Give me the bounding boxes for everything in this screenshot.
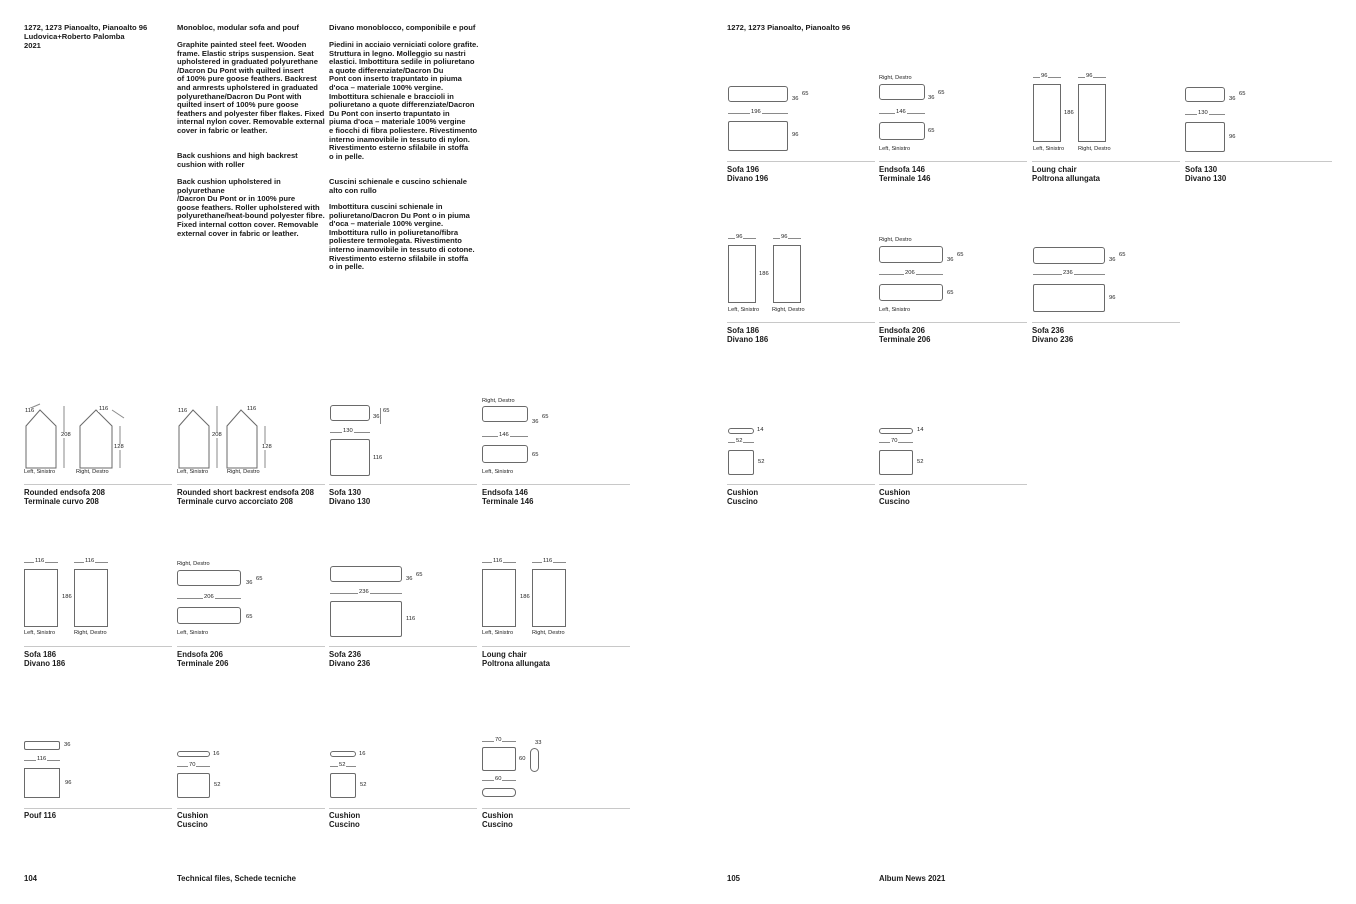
divider xyxy=(177,646,325,647)
cushion-top-view-icon xyxy=(728,450,754,475)
dimension-label: 36 xyxy=(246,580,253,586)
dimension-label: 36 xyxy=(947,257,954,263)
divider xyxy=(24,646,172,647)
dimension-label: 65 xyxy=(416,572,423,578)
dimension-label: 96 xyxy=(781,234,788,240)
product-name-it: Divano 130 xyxy=(329,497,371,506)
dimension-label: 65 xyxy=(256,576,263,582)
dimension-label: 146 xyxy=(896,109,906,115)
divider xyxy=(879,161,1027,162)
product-name-it: Poltrona allungata xyxy=(1032,174,1101,183)
divider xyxy=(1032,161,1180,162)
product-code-title: 1272, 1273 Pianoalto, Pianoalto 96 xyxy=(24,23,148,32)
dimension-label: 36 xyxy=(792,96,799,102)
sofa-module-left-icon xyxy=(24,569,58,627)
variant-label-left: Left, Sinistro xyxy=(879,307,911,313)
dimension-label: 65 xyxy=(802,91,809,97)
divider xyxy=(1185,161,1332,162)
dimension-label: 96 xyxy=(792,132,799,138)
sofa-module-right-icon xyxy=(773,245,801,303)
english-description: Graphite painted steel feet. Wooden frame. Elastic strips suspension. Seat upholstered in graduated polyurethane /Dacron Du Pont with quilted insert of 100% pure goose feathers. Backrest and armrests upholstered in graduated polyurethane/Dacron Du Pont with quilted insert of 100% pure goose feathers and polyester fiber flakes. Fixed internal nylon cover. Removable external cover in fabric or leather. xyxy=(177,40,325,135)
dimension-label: 186 xyxy=(759,271,769,277)
product-name-it: Divano 236 xyxy=(1032,335,1074,344)
dimension-label: 116 xyxy=(247,406,257,412)
variant-label-left: Left, Sinistro xyxy=(879,146,911,152)
product-name-en: Sofa 196 xyxy=(727,165,760,174)
product-name-it: Cuscino xyxy=(482,820,513,829)
divider xyxy=(1032,322,1180,323)
dimension-label: 96 xyxy=(1041,73,1048,79)
dimension-label: 16 xyxy=(359,751,366,757)
endsofa-top-view-icon xyxy=(482,445,528,463)
year: 2021 xyxy=(24,41,41,50)
product-name-en: Sofa 186 xyxy=(727,326,760,335)
variant-label-right: Right, Destro xyxy=(74,630,107,636)
sofa-module-right-icon xyxy=(74,569,108,627)
dimension-label: 36 xyxy=(1109,257,1116,263)
page-number: 105 xyxy=(727,874,741,883)
pouf-top-view-icon xyxy=(24,768,60,798)
sofa-side-view-icon xyxy=(1185,87,1225,102)
divider xyxy=(482,646,630,647)
dimension-label: 14 xyxy=(757,427,764,433)
dimension-label: 36 xyxy=(532,419,539,425)
product-name-it: Terminale 206 xyxy=(879,335,931,344)
product-name-it: Terminale 206 xyxy=(177,659,229,668)
endsofa-side-view-icon xyxy=(879,84,925,100)
product-name-en: Pouf 116 xyxy=(24,811,57,820)
endsofa-top-view-icon xyxy=(879,284,943,301)
dimension-label: 96 xyxy=(1086,73,1093,79)
divider xyxy=(482,484,630,485)
chair-module-left-icon xyxy=(482,569,516,627)
cushion-top-view-icon xyxy=(330,773,356,798)
chair-module-right-icon xyxy=(1078,84,1106,142)
dimension-label: 128 xyxy=(114,444,124,450)
variant-label-left: Left, Sinistro xyxy=(482,630,514,636)
cushion-side-view-icon xyxy=(330,751,356,757)
product-name-en: Sofa 130 xyxy=(329,488,362,497)
rounded-short-endsofa-drawing-icon xyxy=(177,404,287,468)
sofa-top-view-icon xyxy=(1185,122,1225,152)
dimension-label: 70 xyxy=(891,438,898,444)
dimension-label: 60 xyxy=(495,776,502,782)
dimension-label: 196 xyxy=(751,109,761,115)
product-name-it: Divano 196 xyxy=(727,174,769,183)
variant-label-right: Right, Destro xyxy=(879,237,912,243)
dimension-label: 236 xyxy=(1063,270,1073,276)
dimension-label: 70 xyxy=(189,762,196,768)
dimension-label: 96 xyxy=(736,234,743,240)
product-name-it: Terminale curvo accorciato 208 xyxy=(177,497,293,506)
back-cushion-side-view-icon xyxy=(530,748,539,772)
variant-label-right: Right, Destro xyxy=(1078,146,1111,152)
product-name-en: Endsofa 146 xyxy=(879,165,925,174)
italian-description-cushions: Imbottitura cuscini schienale in poliuretano/Dacron Du Pont o in piuma d'oca – materiale 100% vergine. Imbottitura rullo in poliuretano/fibra poliestere termolegata. Rivestimento interno inamovibile in tessuto di cotone. Rivestimento esterno sfilabile in stoffa o in pelle. xyxy=(329,202,475,272)
divider xyxy=(727,484,875,485)
product-name-en: Rounded short backrest endsofa 208 xyxy=(177,488,314,497)
chair-module-left-icon xyxy=(1033,84,1061,142)
product-name-en: Sofa 130 xyxy=(1185,165,1218,174)
product-name-en: Sofa 236 xyxy=(1032,326,1065,335)
dimension-label: 70 xyxy=(495,737,502,743)
dimension-label: 65 xyxy=(532,452,539,458)
divider xyxy=(329,808,477,809)
dimension-label: 116 xyxy=(37,756,47,762)
english-heading-cushions: Back cushions and high backrest cushion with roller xyxy=(177,151,298,169)
dimension-label: 206 xyxy=(905,270,915,276)
dimension-label: 14 xyxy=(917,427,924,433)
endsofa-top-view-icon xyxy=(177,607,241,624)
dimension-label: 116 xyxy=(493,558,503,564)
italian-heading-cushions: Cuscini schienale e cuscino schienale alto con rullo xyxy=(329,177,468,195)
product-name-en: Cushion xyxy=(177,811,209,820)
divider xyxy=(329,484,477,485)
variant-label-left: Left, Sinistro xyxy=(177,469,209,475)
dimension-label: 206 xyxy=(204,594,214,600)
variant-label-right: Right, Destro xyxy=(177,561,210,567)
publication-title: Album News 2021 xyxy=(879,874,946,883)
variant-label-left: Left, Sinistro xyxy=(482,469,514,475)
product-name-en: Cushion xyxy=(329,811,361,820)
dimension-label: 65 xyxy=(542,414,549,420)
variant-label-left: Left, Sinistro xyxy=(1033,146,1065,152)
italian-heading: Divano monoblocco, componibile e pouf xyxy=(329,23,476,32)
product-name-en: Rounded endsofa 208 xyxy=(24,488,106,497)
chair-module-right-icon xyxy=(532,569,566,627)
dimension-label: 186 xyxy=(1064,110,1074,116)
divider xyxy=(329,646,477,647)
cushion-side-view-icon xyxy=(728,428,754,434)
pouf-side-view-icon xyxy=(24,741,60,750)
variant-label-right: Right, Destro xyxy=(76,469,109,475)
section-title: Technical files, Schede tecniche xyxy=(177,874,297,883)
dimension-label: 116 xyxy=(406,616,416,622)
back-cushion-front-view-icon xyxy=(482,747,516,771)
product-name-en: Endsofa 206 xyxy=(177,650,223,659)
product-name-en: Sofa 186 xyxy=(24,650,57,659)
divider xyxy=(727,322,875,323)
dimension-label: 65 xyxy=(957,252,964,258)
sofa-side-view-icon xyxy=(330,405,370,421)
variant-label-left: Left, Sinistro xyxy=(177,630,209,636)
divider xyxy=(879,484,1027,485)
endsofa-side-view-icon xyxy=(879,246,943,263)
dimension-label: 186 xyxy=(62,594,72,600)
dimension-label: 60 xyxy=(519,756,526,762)
cushion-top-view-icon xyxy=(879,450,913,475)
dimension-label: 16 xyxy=(213,751,220,757)
dimension-label: 208 xyxy=(61,432,71,438)
dimension-label: 52 xyxy=(758,459,765,465)
product-name-it: Cuscino xyxy=(329,820,360,829)
roller-icon xyxy=(482,788,516,797)
dimension-label: 96 xyxy=(65,780,72,786)
dimension-label: 116 xyxy=(85,558,95,564)
product-name-it: Terminale 146 xyxy=(482,497,534,506)
product-name-en: Cushion xyxy=(482,811,514,820)
dimension-label: 116 xyxy=(99,406,109,412)
dimension-label: 52 xyxy=(339,762,346,768)
divider xyxy=(879,322,1027,323)
dimension-label: 130 xyxy=(343,428,353,434)
designer-name: Ludovica+Roberto Palomba xyxy=(24,32,125,41)
dimension-label: 65 xyxy=(947,290,954,296)
cushion-side-view-icon xyxy=(879,428,913,434)
product-name-it: Cuscino xyxy=(879,497,910,506)
dimension-label: 146 xyxy=(499,432,509,438)
sofa-module-left-icon xyxy=(728,245,756,303)
variant-label-left: Left, Sinistro xyxy=(728,307,760,313)
dimension-label: 52 xyxy=(736,438,743,444)
endsofa-top-view-icon xyxy=(879,122,925,140)
rounded-endsofa-drawing-icon xyxy=(24,404,134,468)
product-name-it: Poltrona allungata xyxy=(482,659,551,668)
variant-label-right: Right, Destro xyxy=(227,469,260,475)
product-name-en: Endsofa 206 xyxy=(879,326,925,335)
endsofa-side-view-icon xyxy=(177,570,241,586)
english-description-cushions: Back cushion upholstered in polyurethane /Dacron Du Pont or in 100% pure goose feathers. Roller upholstered with polyurethane/heat-bound polyester fibre. Fixed internal cotton cover. Removable external cover in fabric or leather. xyxy=(177,177,325,238)
variant-label-right: Right, Destro xyxy=(532,630,565,636)
sofa-side-view-icon xyxy=(1033,247,1105,264)
variant-label-left: Left, Sinistro xyxy=(24,630,56,636)
sofa-side-view-icon xyxy=(728,86,788,102)
dimension-label: 52 xyxy=(214,782,221,788)
dimension-label: 96 xyxy=(1109,295,1116,301)
sofa-top-view-icon xyxy=(330,439,370,476)
english-heading: Monobloc, modular sofa and pouf xyxy=(177,23,299,32)
divider xyxy=(482,808,630,809)
sofa-side-view-icon xyxy=(330,566,402,582)
dimension-label: 186 xyxy=(520,594,530,600)
dimension-label: 52 xyxy=(360,782,367,788)
dimension-label: 96 xyxy=(1229,134,1236,140)
variant-label-right: Right, Destro xyxy=(772,307,805,313)
dimension-label: 52 xyxy=(917,459,924,465)
page-number: 104 xyxy=(24,874,38,883)
dimension-label: 116 xyxy=(178,408,188,414)
endsofa-side-view-icon xyxy=(482,406,528,422)
dimension-label: 65 xyxy=(938,90,945,96)
dimension-label: 33 xyxy=(535,740,542,746)
dimension-label: 36 xyxy=(64,742,71,748)
product-name-en: Cushion xyxy=(879,488,911,497)
divider xyxy=(727,161,875,162)
dimension-label: 130 xyxy=(1198,110,1208,116)
product-name-it: Terminale 146 xyxy=(879,174,931,183)
dimension-label: 65 xyxy=(246,614,253,620)
product-name-it: Divano 236 xyxy=(329,659,371,668)
dimension-label: 65 xyxy=(928,128,935,134)
product-name-it: Divano 130 xyxy=(1185,174,1227,183)
product-name-it: Divano 186 xyxy=(727,335,769,344)
sofa-top-view-icon xyxy=(1033,284,1105,312)
dimension-label: 36 xyxy=(373,414,380,420)
product-name-en: Sofa 236 xyxy=(329,650,362,659)
dimension-label: 116 xyxy=(543,558,553,564)
product-name-en: Loung chair xyxy=(1032,165,1077,174)
product-code-title: 1272, 1273 Pianoalto, Pianoalto 96 xyxy=(727,23,851,32)
sofa-top-view-icon xyxy=(330,601,402,637)
italian-description: Piedini in acciaio verniciati colore grafite. Struttura in legno. Molleggio su nastri elastici. Imbottitura sedile in poliuretano a quote differenziate/Dacron Du Pont con inserto trapuntato in piuma d'oca – materiale 100% vergine. Imbottitura schienale e braccioli in poliuretano a quote differenziate/Dacron Du Pont con inserto trapuntato in piuma d'oca – materiale 100% vergine e fiocchi di fibra poliestere. Rivestimento interno inamovibile in tessuto di nylon. Rivestimento esterno sfilabile in stoffa o in pelle. xyxy=(329,40,479,161)
dimension-label: 116 xyxy=(373,455,383,461)
product-name-it: Cuscino xyxy=(177,820,208,829)
divider xyxy=(24,484,172,485)
product-name-en: Loung chair xyxy=(482,650,527,659)
dimension-label: 36 xyxy=(406,576,413,582)
product-name-it: Divano 186 xyxy=(24,659,66,668)
product-name-en: Cushion xyxy=(727,488,759,497)
dimension-label: 116 xyxy=(25,408,35,414)
variant-label-right: Right, Destro xyxy=(482,398,515,404)
dimension-label: 236 xyxy=(359,589,369,595)
divider xyxy=(177,484,325,485)
variant-label-left: Left, Sinistro xyxy=(24,469,56,475)
cushion-side-view-icon xyxy=(177,751,210,757)
product-name-en: Endsofa 146 xyxy=(482,488,528,497)
dimension-label: 65 xyxy=(1239,91,1246,97)
dimension-label: 128 xyxy=(262,444,272,450)
dimension-label: 116 xyxy=(35,558,45,564)
dimension-label: 65 xyxy=(383,408,390,414)
dimension-label: 36 xyxy=(928,95,935,101)
variant-label-right: Right, Destro xyxy=(879,75,912,81)
divider xyxy=(177,808,325,809)
dimension-label: 65 xyxy=(1119,252,1126,258)
divider xyxy=(24,808,172,809)
dimension-label: 208 xyxy=(212,432,222,438)
sofa-top-view-icon xyxy=(728,121,788,151)
product-name-it: Cuscino xyxy=(727,497,758,506)
cushion-top-view-icon xyxy=(177,773,210,798)
dimension-label: 36 xyxy=(1229,96,1236,102)
product-name-it: Terminale curvo 208 xyxy=(24,497,99,506)
